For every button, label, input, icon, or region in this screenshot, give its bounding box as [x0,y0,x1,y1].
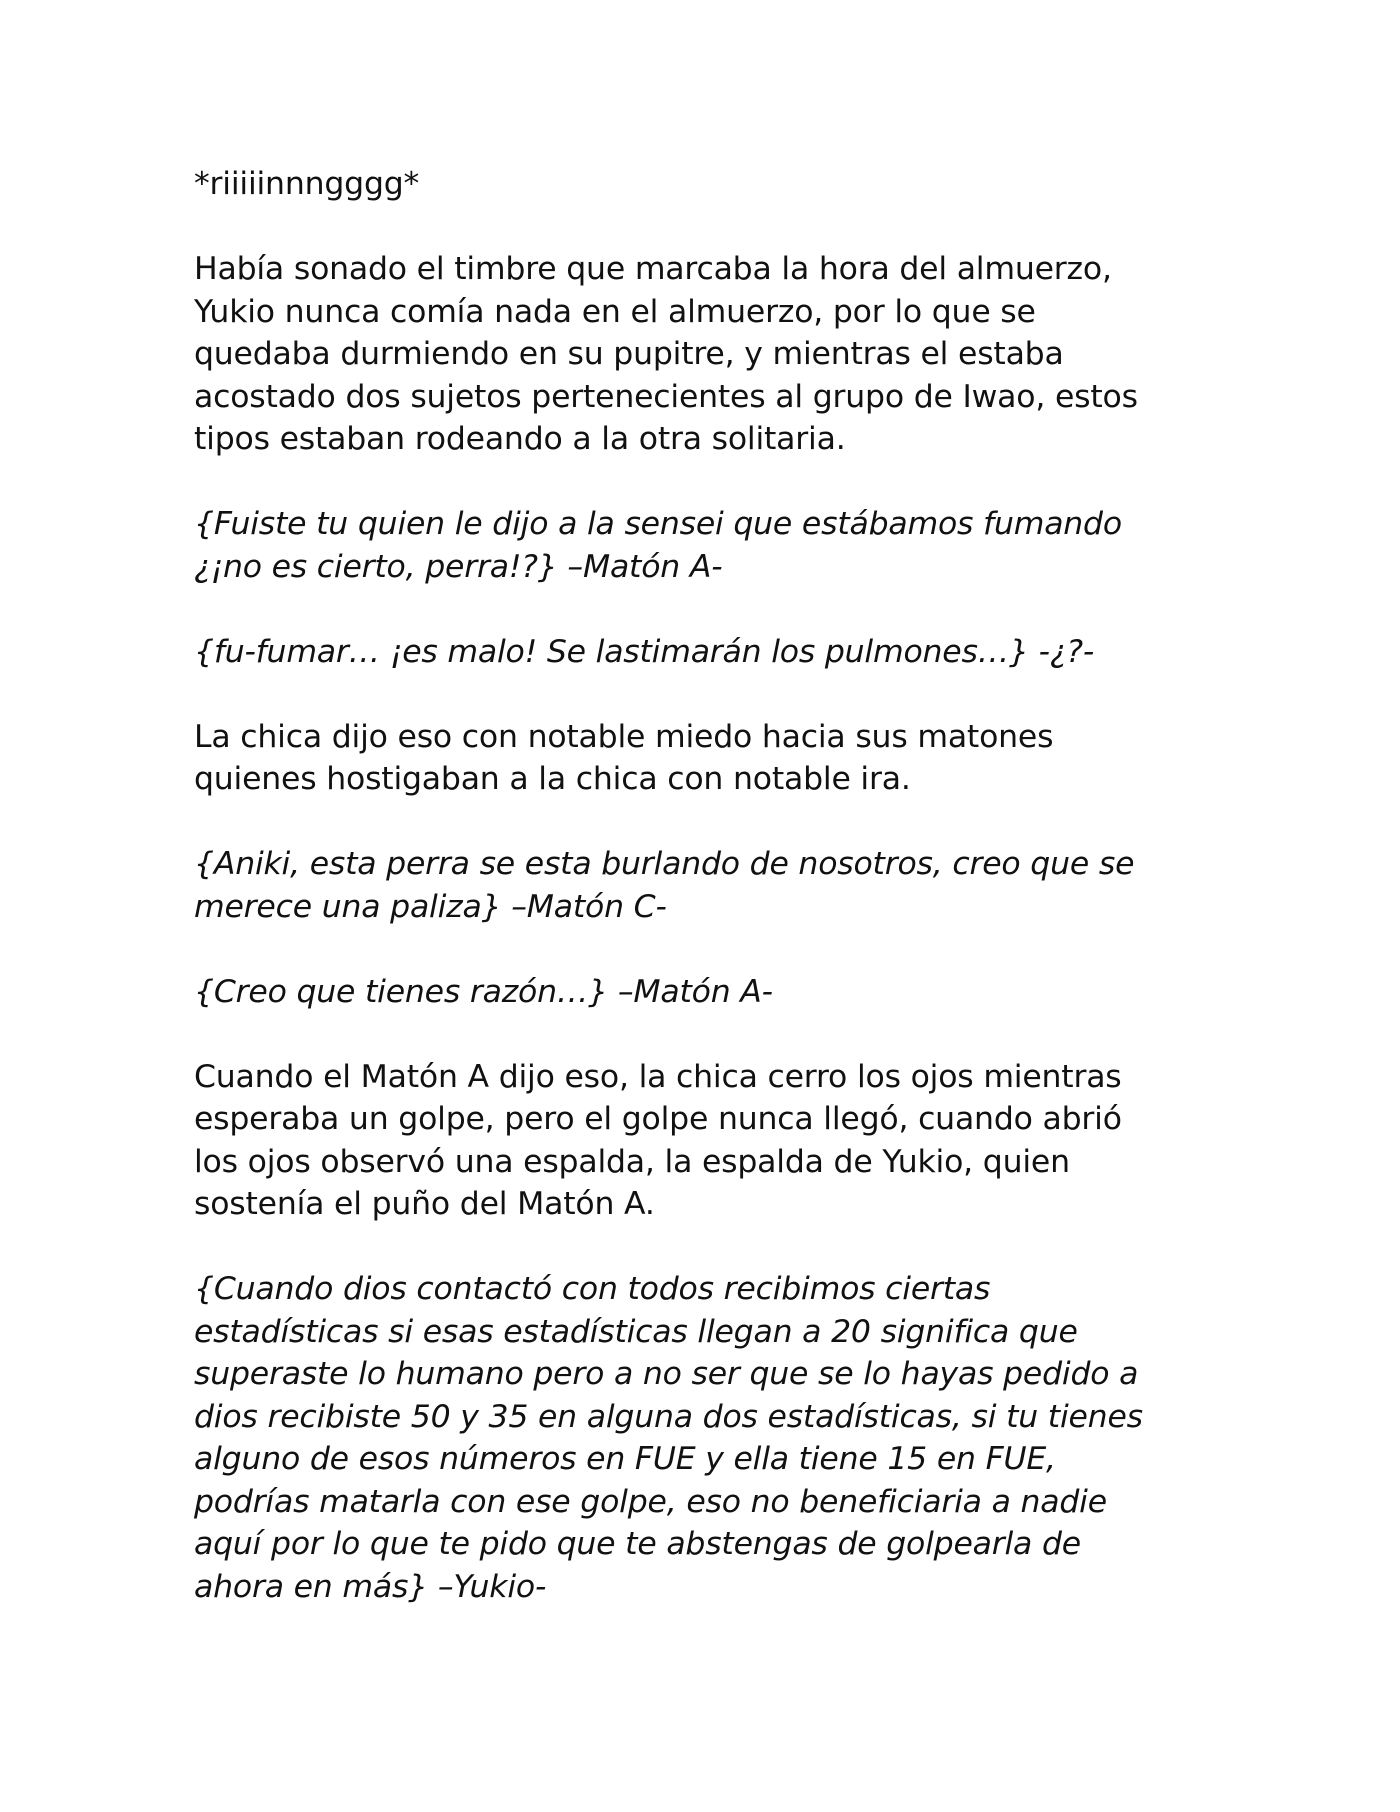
narration-paragraph: La chica dijo eso con notable miedo hacia sus matones quienes hostigaban a la chica con notable ira. [194,718,1054,797]
dialogue-paragraph: {Aniki, esta perra se esta burlando de nosotros, creo que se merece una paliza} –Matón C- [194,846,1135,925]
dialogue-paragraph: {fu-fumar… ¡es malo! Se lastimarán los pulmones…} -¿?- [194,633,1095,670]
dialogue-paragraph: {Cuando dios contactó con todos recibimos ciertas estadísticas si esas estadísticas llegan a 20 significa que superaste lo humano pero a no ser que se lo hayas pedido a dios recibiste 50 y 35 en alguna dos estadísticas, si tu tienes alguno de esos números en FUE y ella tiene 15 en FUE, podrías matarla con ese golpe, eso no beneficiaria a nadie aquí por lo que te pido que te abstengas de golpearla de ahora en más} –Yukio- [194,1271,1143,1605]
sound-effect-line: *riiiiinnngggg* [194,166,420,202]
narration-paragraph: Cuando el Matón A dijo eso, la chica cerro los ojos mientras esperaba un golpe, pero el golpe nunca llegó, cuando abrió los ojos observó una espalda, la espalda de Yukio, quien sostenía el puño del Matón A. [194,1058,1122,1222]
narration-paragraph: Había sonado el timbre que marcaba la hora del almuerzo, Yukio nunca comía nada en el almuerzo, por lo que se quedaba durmiendo en su pupitre, y mientras el estaba acostado dos sujetos pertenecientes al grupo de Iwao, estos tipos estaban rodeando a la otra solitaria. [194,251,1138,457]
document-body [194,163,1244,1608]
dialogue-paragraph: {Fuiste tu quien le dijo a la sensei que estábamos fumando ¿¡no es cierto, perra!?} –Matón A- [194,506,1122,585]
dialogue-paragraph: {Creo que tienes razón…} –Matón A- [194,973,773,1010]
